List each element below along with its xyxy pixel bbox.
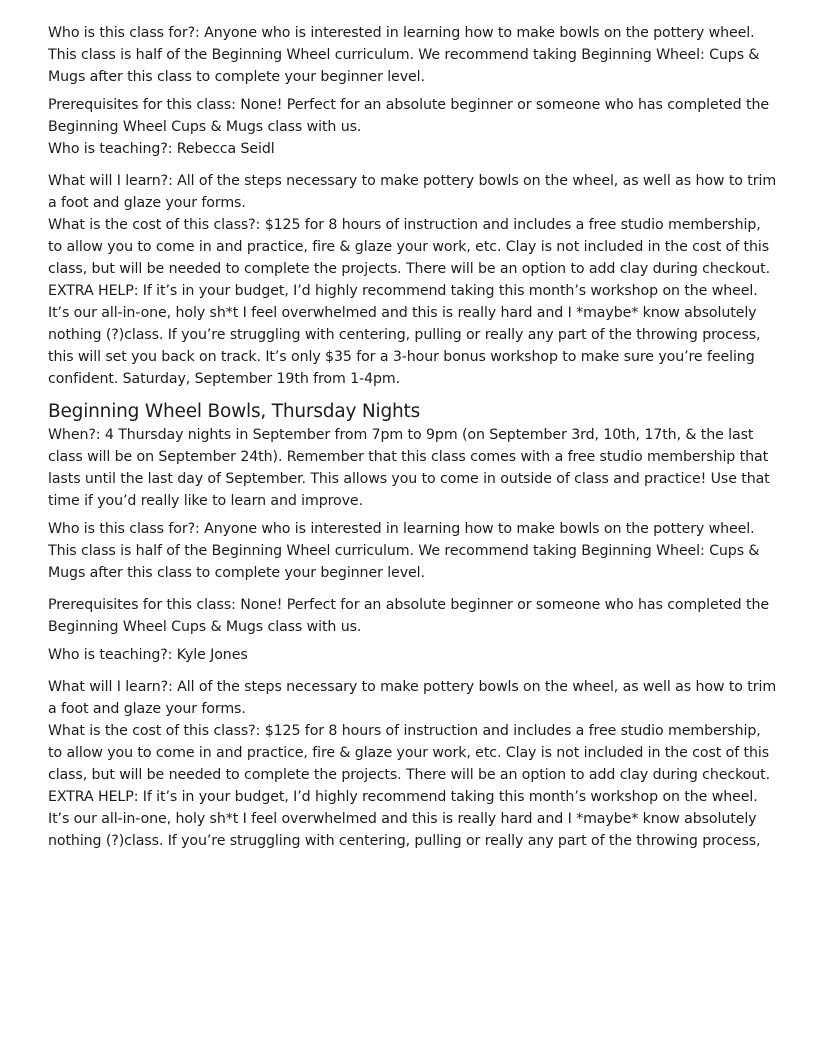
- section1-prerequisites: Prerequisites for this class: None! Perfect for an absolute beginner or someone who has completed the Beginning Wheel Cups & Mugs class with us.: [48, 97, 769, 135]
- section2-heading: Beginning Wheel Bowls, Thursday Nights: [48, 401, 421, 422]
- section1-teacher: Who is teaching?: Rebecca Seidl: [48, 141, 275, 157]
- section1-cost: What is the cost of this class?: $125 for 8 hours of instruction and includes a free studio membership, to allow you to come in and practice, fire & glaze your work, etc. Clay is not included in the cost of this class, but will be needed to complete the projects. There will be an option to add clay during checkout.: [48, 217, 771, 277]
- section2-cost: What is the cost of this class?: $125 for 8 hours of instruction and includes a free studio membership, to allow you to come in and practice, fire & glaze your work, etc. Clay is not included in the cost of this class, but will be needed to complete the projects. There will be an option to add clay during checkout.: [48, 723, 771, 783]
- section2-who-for: Who is this class for?: Anyone who is interested in learning how to make bowls on the pottery wheel. This class is half of the Beginning Wheel curriculum. We recommend taking Beginning Wheel: Cups & Mugs after this class to complete your beginner level.: [48, 521, 760, 581]
- section2-teacher: Who is teaching?: Kyle Jones: [48, 647, 248, 663]
- section1-learn: What will I learn?: All of the steps necessary to make pottery bowls on the wheel, as well as how to trim a foot and glaze your forms.: [48, 173, 777, 211]
- section1-extra-help: EXTRA HELP: If it’s in your budget, I’d highly recommend taking this month’s workshop on the wheel. It’s our all-in-one, holy sh*t I feel overwhelmed and this is really hard and I *maybe* know absolutely nothing (?)class. If you’re struggling with centering, pulling or really any part of the throwing process, this will set you back on track. It’s only $35 for a 3-hour bonus workshop to make sure you’re feeling confident. Saturday, September 19th from 1-4pm.: [48, 283, 761, 387]
- section1-who-for: Who is this class for?: Anyone who is interested in learning how to make bowls on the pottery wheel. This class is half of the Beginning Wheel curriculum. We recommend taking Beginning Wheel: Cups & Mugs after this class to complete your beginner level.: [48, 25, 760, 85]
- section2-when: When?: 4 Thursday nights in September from 7pm to 9pm (on September 3rd, 10th, 17th, & the last class will be on September 24th). Remember that this class comes with a free studio membership that lasts until the last day of September. This allows you to come in outside of class and practice! Use that time if you’d really like to learn and improve.: [48, 427, 770, 509]
- document-page: [48, 22, 778, 852]
- section2-prerequisites: Prerequisites for this class: None! Perfect for an absolute beginner or someone who has completed the Beginning Wheel Cups & Mugs class with us.: [48, 597, 769, 635]
- section2-learn: What will I learn?: All of the steps necessary to make pottery bowls on the wheel, as well as how to trim a foot and glaze your forms.: [48, 679, 777, 717]
- section2-extra-help: EXTRA HELP: If it’s in your budget, I’d highly recommend taking this month’s workshop on the wheel. It’s our all-in-one, holy sh*t I feel overwhelmed and this is really hard and I *maybe* know absolutely nothing (?)class. If you’re struggling with centering, pulling or really any part of the throwing process,: [48, 789, 761, 849]
